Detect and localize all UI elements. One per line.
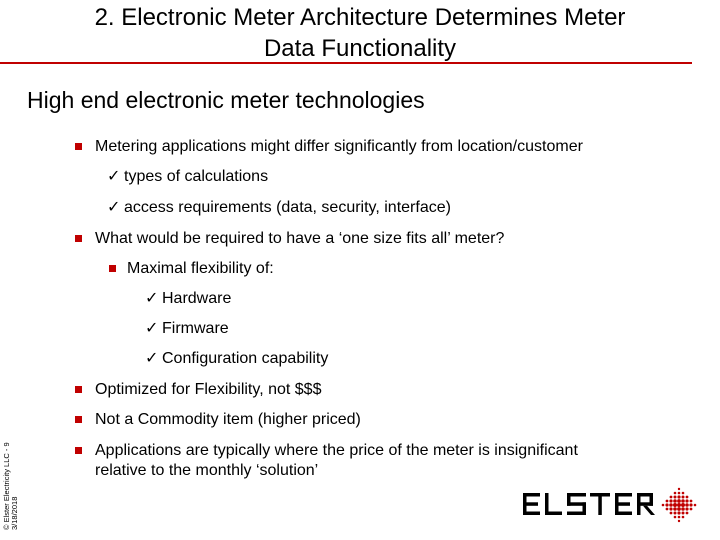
footer-date: 3/18/2018 — [10, 496, 19, 530]
slide-title-line2: Data Functionality — [263, 35, 457, 62]
slide-subtitle: High end electronic meter technologies — [27, 87, 425, 113]
checkmark-icon: ✓ — [107, 168, 121, 185]
check-item-text: types of calculations — [124, 168, 269, 185]
checkmark-icon: ✓ — [145, 350, 159, 367]
title-divider — [0, 62, 692, 64]
square-bullet-icon — [75, 447, 82, 454]
bullet-text: Not a Commodity item (higher priced) — [95, 411, 361, 428]
elster-logo-graphic — [519, 485, 699, 525]
checkmark-icon: ✓ — [145, 320, 159, 337]
bullet-text-continuation: relative to the monthly ‘solution’ — [95, 462, 319, 479]
square-bullet-icon — [75, 235, 82, 242]
square-bullet-icon — [109, 265, 116, 272]
square-bullet-icon — [75, 386, 82, 393]
bullet-text: Metering applications might differ significantly from location/customer — [95, 138, 583, 155]
footer-copyright — [2, 420, 19, 530]
square-bullet-icon — [75, 416, 82, 423]
check-item-text: access requirements (data, security, interface) — [124, 199, 451, 216]
sub-bullet-text: Maximal flexibility of: — [127, 260, 274, 277]
checkmark-icon: ✓ — [107, 199, 121, 216]
bullet-text: What would be required to have a ‘one size fits all’ meter? — [95, 230, 505, 247]
copyright-text: © Elster Electricity LLC - 9 — [2, 442, 11, 530]
check-item-text: Hardware — [162, 290, 232, 307]
square-bullet-icon — [75, 143, 82, 150]
slide-title — [0, 2, 720, 64]
check-item-text: Firmware — [162, 320, 229, 337]
bullet-text: Optimized for Flexibility, not $$$ — [95, 381, 322, 398]
bullet-text: Applications are typically where the price of the meter is insignificant — [95, 442, 578, 459]
checkmark-icon: ✓ — [145, 290, 159, 307]
elster-logo — [519, 485, 699, 525]
slide-title-line1: 2. Electronic Meter Architecture Determines Meter — [94, 4, 626, 31]
check-item-text: Configuration capability — [162, 350, 329, 367]
